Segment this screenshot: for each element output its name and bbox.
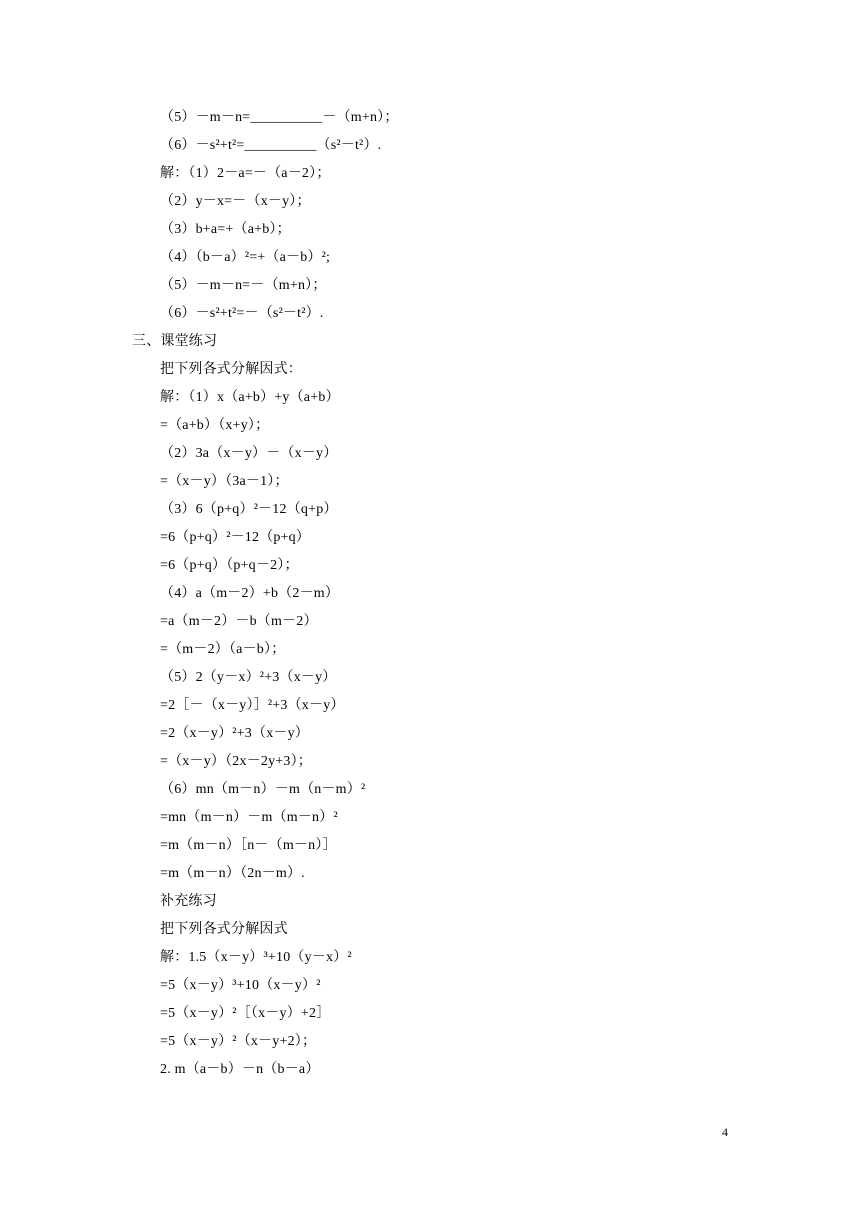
text-line: 2. m（a－b）－n（b－a） (160, 1062, 320, 1077)
text-line: （2）3a（x－y）－（x－y） (160, 446, 338, 461)
text-line: 把下列各式分解因式： (160, 362, 302, 377)
text-line: =6（p+q）（p+q－2）； (160, 558, 299, 573)
text-line: （6）mn（m－n）－m（n－m）² (160, 782, 366, 797)
text-line: =m（m－n）［n－（m－n）］ (160, 838, 337, 853)
text-line: =6（p+q）²－12（p+q） (160, 530, 311, 545)
text-line: 解：1.5（x－y）³+10（y－x）² (160, 950, 352, 965)
text-line: （3）b+a=+（a+b）； (160, 222, 291, 237)
text-line: =a（m－2）－b（m－2） (160, 614, 318, 629)
text-line: （4）a（m－2）+b（2－m） (160, 586, 340, 601)
section-heading: 三、课堂练习 (132, 334, 218, 349)
text-line: 解：（1）2－a=－（a－2）； (160, 166, 331, 181)
text-line: （6）－s²+t²=－（s²－t²）. (160, 306, 324, 321)
text-line: （2）y－x=－（x－y）； (160, 194, 311, 209)
text-line: 解：（1）x（a+b）+y（a+b） (160, 390, 340, 405)
text-line: =（m－2）（a－b）； (160, 642, 286, 657)
text-line: （5）2（y－x）²+3（x－y） (160, 670, 337, 685)
text-line: （3）6（p+q）²－12（q+p） (160, 502, 338, 517)
text-line: =m（m－n）（2n－m）. (160, 866, 305, 881)
page-number: 4 (722, 1125, 728, 1139)
text-line: （6）－s²+t²=__________（s²－t²）. (160, 138, 382, 153)
text-line: =5（x－y）²（x－y+2）； (160, 1034, 317, 1049)
text-line: =2［－（x－y）］²+3（x－y） (160, 698, 345, 713)
text-line: （4）（b－a）²=+（a－b）²; (160, 250, 331, 265)
text-line: 把下列各式分解因式 (160, 922, 288, 937)
text-line: =5（x－y）²［（x－y）+2］ (160, 1006, 331, 1021)
text-line: =（x－y）（3a－1）； (160, 474, 289, 489)
subheading: 补充练习 (160, 894, 217, 909)
text-line: =mn（m－n）－m（m－n）² (160, 810, 338, 825)
text-line: =（x－y）（2x－2y+3）； (160, 754, 312, 769)
text-line: （5）－m－n=__________－（m+n）； (160, 110, 399, 125)
text-line: （5）－m－n=－（m+n）； (160, 278, 327, 293)
text-line: =5（x－y）³+10（x－y）² (160, 978, 321, 993)
text-line: =（a+b）（x+y）； (160, 418, 270, 433)
text-line: =2（x－y）²+3（x－y） (160, 726, 309, 741)
